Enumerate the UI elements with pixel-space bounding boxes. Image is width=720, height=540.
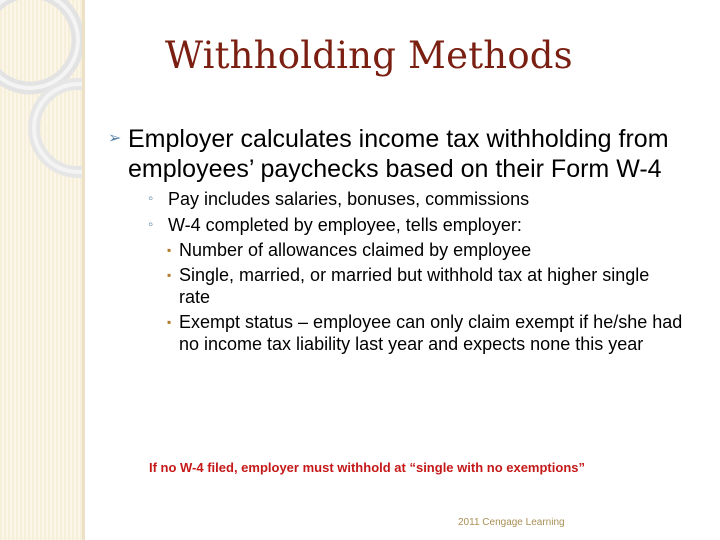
bullet-main-text: Employer calculates income tax withholding from employees’ paychecks based on their Form W-4: [128, 125, 669, 183]
sub-sub-bullet: [164, 239, 683, 261]
sub-sub-bullet-text: Single, married, or married but withhold tax at higher single rate: [179, 265, 650, 307]
slide-title: Withholding Methods: [165, 34, 573, 77]
dot-bullet-icon: ▪: [167, 268, 172, 282]
decorative-circles: [0, 0, 82, 540]
sub-sub-bullet: [164, 264, 683, 308]
withholding-note: If no W-4 filed, employer must withhold at “single with no exemptions”: [149, 460, 585, 475]
sub-sub-bullet: [164, 311, 683, 355]
sub-sub-bullet-text: Exempt status – employee can only claim exempt if he/she had no income tax liability last year and expects none this year: [179, 312, 683, 354]
footer-credit: 2011 Cengage Learning: [458, 517, 565, 528]
bullet-main: [108, 124, 683, 184]
sub-bullet-text: W-4 completed by employee, tells employer:: [168, 215, 522, 235]
sub-sub-bullet-text: Number of allowances claimed by employee: [179, 240, 532, 260]
band-edge: [82, 0, 85, 540]
dot-bullet-icon: ▪: [167, 315, 172, 329]
ring-bullet-icon: ◦: [148, 216, 154, 233]
dot-bullet-icon: ▪: [167, 243, 172, 257]
ring-bullet-icon: ◦: [148, 190, 154, 207]
decorative-side-band: [0, 0, 82, 540]
arrow-bullet-icon: ➢: [108, 130, 122, 147]
sub-bullet-text: Pay includes salaries, bonuses, commissions: [168, 189, 530, 209]
bullet-list: [108, 124, 683, 355]
sub-bullet: [148, 214, 683, 236]
sub-bullet: [148, 188, 683, 210]
